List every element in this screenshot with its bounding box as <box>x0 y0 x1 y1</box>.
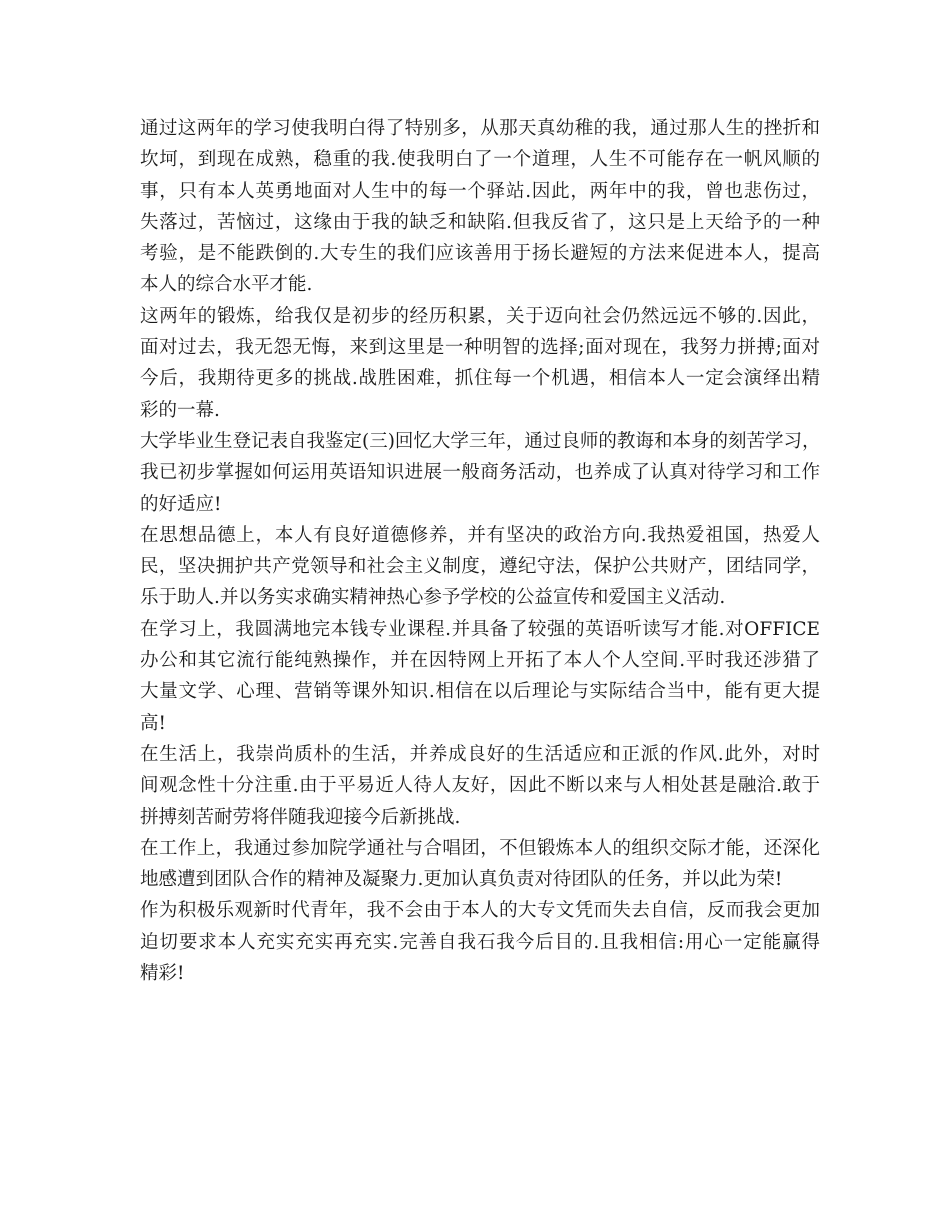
paragraph <box>140 301 820 426</box>
text-line: 本人的综合水平才能. <box>140 274 313 296</box>
text-line: 大学毕业生登记表自我鉴定(三)回忆大学三年，通过良师的教诲和本身的刻苦学习， <box>140 430 821 452</box>
text-line: 在学习上，我圆满地完本钱专业课程.并具备了较强的英语听读写才能.对OFFICE <box>140 618 820 640</box>
text-line: 彩的一幕. <box>140 399 220 421</box>
paragraph <box>140 113 820 301</box>
text-line: 在生活上，我崇尚质朴的生活，并养成良好的生活适应和正派的作风.此外，对时 <box>140 743 820 765</box>
paragraph <box>140 614 820 739</box>
text-line: 的好适应! <box>140 493 222 515</box>
text-line: 办公和其它流行能纯熟操作，并在因特网上开拓了本人个人空间.平时我还涉猎了 <box>140 650 820 672</box>
text-line: 间观念性十分注重.由于平易近人待人友好，因此不断以来与人相处甚是融洽.敢于 <box>140 775 820 797</box>
text-line: 民，坚决拥护共产党领导和社会主义制度，遵纪守法，保护公共财产，团结同学， <box>140 556 820 578</box>
text-line: 拼搏刻苦耐劳将伴随我迎接今后新挑战. <box>140 806 461 828</box>
text-line: 我已初步掌握如何运用英语知识进展一般商务活动，也养成了认真对待学习和工作 <box>140 462 820 484</box>
text-line: 精彩! <box>140 963 185 985</box>
text-line: 失落过，苦恼过，这缘由于我的缺乏和缺陷.但我反省了，这只是上天给予的一种 <box>140 211 820 233</box>
text-line: 高! <box>140 712 166 734</box>
paragraph <box>140 833 820 896</box>
text-line: 面对过去，我无怨无悔，来到这里是一种明智的选择;面对现在，我努力拼搏;面对 <box>140 337 820 359</box>
paragraph <box>140 739 820 833</box>
text-line: 今后，我期待更多的挑战.战胜困难，抓住每一个机遇，相信本人一定会演绎出精 <box>140 368 820 390</box>
paragraph <box>140 895 820 989</box>
text-line: 迫切要求本人充实充实再充实.完善自我石我今后目的.且我相信:用心一定能赢得 <box>140 931 820 953</box>
paragraph <box>140 426 820 520</box>
text-line: 地感遭到团队合作的精神及凝聚力.更加认真负责对待团队的任务，并以此为荣! <box>140 869 783 891</box>
text-line: 这两年的锻炼，给我仅是初步的经历积累，关于迈向社会仍然远远不够的.因此， <box>140 305 820 327</box>
text-line: 在工作上，我通过参加院学通社与合唱团，不但锻炼本人的组织交际才能，还深化 <box>140 837 820 859</box>
text-line: 事，只有本人英勇地面对人生中的每一个驿站.因此，两年中的我，曾也悲伤过， <box>140 180 820 202</box>
text-line: 乐于助人.并以务实求确实精神热心参予学校的公益宣传和爱国主义活动. <box>140 587 726 609</box>
text-line: 作为积极乐观新时代青年，我不会由于本人的大专文凭而失去自信，反而我会更加 <box>140 900 820 922</box>
text-line: 大量文学、心理、营销等课外知识.相信在以后理论与实际结合当中，能有更大提 <box>140 681 820 703</box>
text-line: 坎坷，到现在成熟，稳重的我.使我明白了一个道理，人生不可能存在一帆风顺的 <box>140 149 820 171</box>
document-body <box>140 113 820 989</box>
paragraph <box>140 520 820 614</box>
text-line: 通过这两年的学习使我明白得了特别多，从那天真幼稚的我，通过那人生的挫折和 <box>140 118 820 139</box>
text-line: 考验，是不能跌倒的.大专生的我们应该善用于扬长避短的方法来促进本人，提高 <box>140 243 820 265</box>
text-line: 在思想品德上，本人有良好道德修养，并有坚决的政治方向.我热爱祖国，热爱人 <box>140 524 820 546</box>
